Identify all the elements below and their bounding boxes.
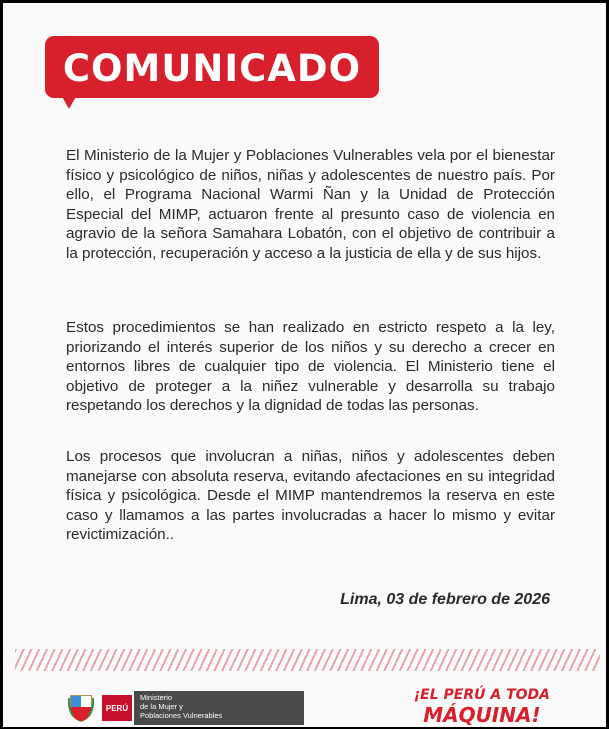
slogan-line-1: ¡EL PERÚ A TODA (413, 687, 550, 703)
page-title: COMUNICADO (62, 47, 362, 90)
slogan (414, 686, 550, 726)
paragraph-1: El Ministerio de la Mujer y Poblaciones Vulnerables vela por el bienestar físico y psicológico de niños, niñas y adolescentes de nuestro país. Por ello, el Programa Nacional Warmi Ñan y la Unidad de Protección Especial del MIMP, actuaron frente al presunto caso de violencia en agravio de la señora Samahara Lobatón, con el objetivo de contribuir a la protección, recuperación y acceso a la justicia de ella y de sus hijos. (66, 147, 555, 262)
ministry-line-1: Ministerio (140, 693, 173, 702)
slogan-line-2: MÁQUINA! (423, 703, 541, 727)
ministry-line-2: de la Mujer y (140, 702, 183, 711)
ministry-name (134, 691, 304, 725)
decorative-stripes (15, 649, 600, 671)
paragraph-3: Los procesos que involucran a niñas, niños y adolescentes deben manejarse con absoluta reserva, evitando afectaciones en su integridad física y psicológica. Desde el MIMP mantendremos la reserva en este caso y llamamos a las partes involucradas a hacer lo mismo y evitar revictimización.. (66, 448, 555, 544)
communique-page (3, 3, 606, 727)
title-badge (45, 36, 379, 98)
date-line: Lima, 03 de febrero de 2026 (340, 591, 550, 608)
ministry-line-3: Poblaciones Vulnerables (140, 711, 223, 720)
peru-label: PERÚ (102, 695, 132, 721)
badge-tail (60, 93, 78, 109)
peru-coat-of-arms-icon (68, 692, 94, 722)
paragraph-2: Estos procedimientos se han realizado en estricto respeto a la ley, priorizando el interés superior de los niños y su derecho a crecer en entornos libres de cualquier tipo de violencia. El Ministerio tiene el objetivo de proteger a la niñez vulnerable y desarrolla su trabajo respetando los derechos y la dignidad de todas las personas. (66, 319, 555, 415)
